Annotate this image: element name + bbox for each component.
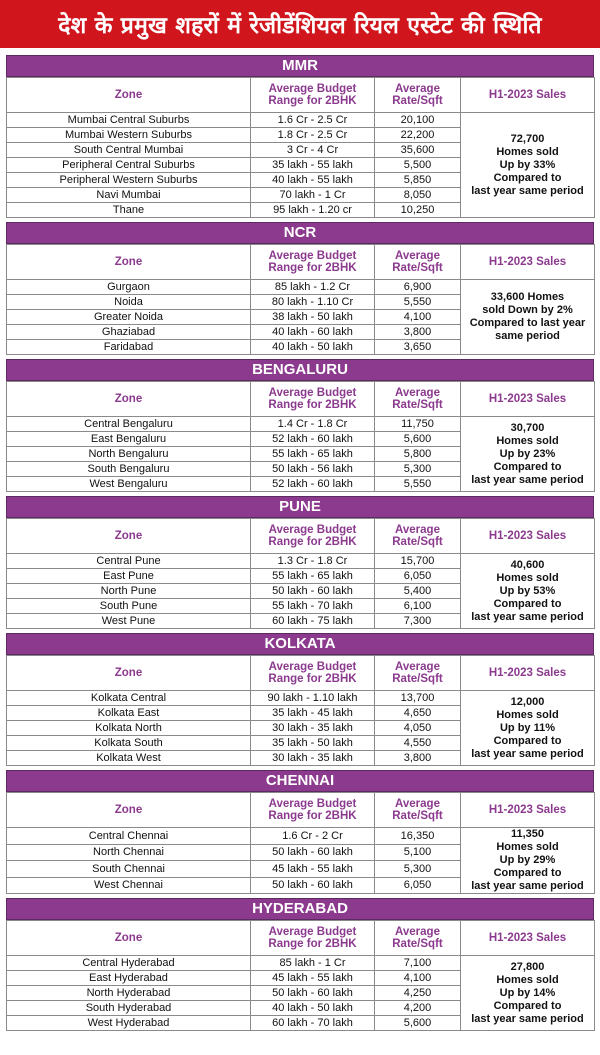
budget-cell: 70 lakh - 1 Cr bbox=[251, 188, 375, 203]
budget-cell: 95 lakh - 1.20 cr bbox=[251, 203, 375, 218]
budget-cell: 35 lakh - 55 lakh bbox=[251, 158, 375, 173]
zone-cell: West Pune bbox=[7, 614, 251, 629]
budget-cell: 60 lakh - 70 lakh bbox=[251, 1016, 375, 1031]
zone-cell: Mumbai Central Suburbs bbox=[7, 113, 251, 128]
rate-header bbox=[375, 245, 461, 280]
city-section bbox=[6, 633, 594, 770]
rate-header bbox=[375, 519, 461, 554]
rate-cell: 4,250 bbox=[375, 986, 461, 1001]
budget-header bbox=[251, 656, 375, 691]
header-row bbox=[7, 78, 595, 113]
budget-cell: 40 lakh - 55 lakh bbox=[251, 173, 375, 188]
rate-header-line1: Average bbox=[395, 926, 440, 938]
zone-cell: North Bengaluru bbox=[7, 447, 251, 462]
rate-cell: 7,300 bbox=[375, 614, 461, 629]
rate-cell: 4,200 bbox=[375, 1001, 461, 1016]
rate-cell: 7,100 bbox=[375, 956, 461, 971]
rate-header-line1: Average bbox=[395, 387, 440, 399]
sales-line: 40,600 bbox=[510, 558, 545, 571]
rate-cell: 5,100 bbox=[375, 844, 461, 861]
rate-cell: 35,600 bbox=[375, 143, 461, 158]
sales-line: Compared to bbox=[493, 460, 562, 473]
rate-cell: 4,050 bbox=[375, 721, 461, 736]
section-title: HYDERABAD bbox=[6, 898, 594, 920]
sales-line: last year same period bbox=[471, 880, 584, 892]
budget-cell: 40 lakh - 50 lakh bbox=[251, 340, 375, 355]
rate-cell: 5,400 bbox=[375, 584, 461, 599]
table-row bbox=[7, 828, 595, 845]
section-title: PUNE bbox=[6, 496, 594, 518]
sales-line: 11,350 bbox=[510, 828, 545, 840]
sales-line: Homes sold bbox=[496, 571, 559, 584]
sales-line: Up by 53% bbox=[499, 584, 556, 597]
budget-header-line1: Average Budget bbox=[268, 83, 357, 95]
rate-cell: 6,050 bbox=[375, 877, 461, 894]
city-table bbox=[6, 77, 595, 218]
rate-header-line2: Rate/Sqft bbox=[392, 673, 443, 685]
sales-line: Homes sold bbox=[496, 973, 559, 986]
budget-header-line2: Range for 2BHK bbox=[268, 810, 357, 822]
zone-cell: Gurgaon bbox=[7, 280, 251, 295]
sales-summary bbox=[461, 691, 595, 766]
sales-header: H1-2023 Sales bbox=[461, 78, 595, 113]
budget-header bbox=[251, 519, 375, 554]
rate-cell: 20,100 bbox=[375, 113, 461, 128]
zone-cell: Kolkata North bbox=[7, 721, 251, 736]
table-row bbox=[7, 956, 595, 971]
rate-header-line2: Rate/Sqft bbox=[392, 95, 443, 107]
zone-cell: Peripheral Central Suburbs bbox=[7, 158, 251, 173]
rate-cell: 10,250 bbox=[375, 203, 461, 218]
zone-cell: West Bengaluru bbox=[7, 477, 251, 492]
sales-header: H1-2023 Sales bbox=[461, 656, 595, 691]
zone-cell: South Chennai bbox=[7, 861, 251, 878]
sales-line: same period bbox=[495, 330, 560, 342]
rate-cell: 4,100 bbox=[375, 971, 461, 986]
zone-header: Zone bbox=[7, 78, 251, 113]
budget-cell: 50 lakh - 60 lakh bbox=[251, 584, 375, 599]
sales-line: last year same period bbox=[471, 473, 584, 486]
city-section bbox=[6, 770, 594, 898]
zone-cell: South Pune bbox=[7, 599, 251, 614]
sales-line: 30,700 bbox=[510, 421, 545, 434]
rate-header-line1: Average bbox=[395, 83, 440, 95]
rate-header-line1: Average bbox=[395, 798, 440, 810]
header-row bbox=[7, 382, 595, 417]
rate-cell: 8,050 bbox=[375, 188, 461, 203]
sales-line: Compared to bbox=[493, 999, 562, 1012]
zone-cell: Kolkata East bbox=[7, 706, 251, 721]
city-section bbox=[6, 496, 594, 633]
budget-cell: 50 lakh - 60 lakh bbox=[251, 877, 375, 894]
zone-cell: North Pune bbox=[7, 584, 251, 599]
zone-header: Zone bbox=[7, 245, 251, 280]
budget-cell: 85 lakh - 1 Cr bbox=[251, 956, 375, 971]
sales-line: Up by 14% bbox=[499, 986, 556, 999]
budget-cell: 35 lakh - 50 lakh bbox=[251, 736, 375, 751]
zone-cell: Central Chennai bbox=[7, 828, 251, 845]
table-row bbox=[7, 417, 595, 432]
sales-line: Compared to bbox=[493, 867, 562, 879]
section-title: NCR bbox=[6, 222, 594, 244]
rate-header-line1: Average bbox=[395, 250, 440, 262]
city-table bbox=[6, 381, 595, 492]
zone-cell: Faridabad bbox=[7, 340, 251, 355]
rate-cell: 5,600 bbox=[375, 1016, 461, 1031]
rate-cell: 5,850 bbox=[375, 173, 461, 188]
budget-header-line1: Average Budget bbox=[268, 926, 357, 938]
zone-cell: West Hyderabad bbox=[7, 1016, 251, 1031]
zone-cell: Navi Mumbai bbox=[7, 188, 251, 203]
rate-header bbox=[375, 656, 461, 691]
budget-cell: 50 lakh - 60 lakh bbox=[251, 986, 375, 1001]
rate-header-line2: Rate/Sqft bbox=[392, 810, 443, 822]
table-row bbox=[7, 554, 595, 569]
sales-line: Up by 23% bbox=[499, 447, 556, 460]
section-title: BENGALURU bbox=[6, 359, 594, 381]
zone-cell: South Hyderabad bbox=[7, 1001, 251, 1016]
zone-cell: Kolkata Central bbox=[7, 691, 251, 706]
city-section bbox=[6, 898, 594, 1035]
budget-header bbox=[251, 793, 375, 828]
budget-cell: 30 lakh - 35 lakh bbox=[251, 721, 375, 736]
rate-cell: 15,700 bbox=[375, 554, 461, 569]
rate-header-line2: Rate/Sqft bbox=[392, 262, 443, 274]
zone-header: Zone bbox=[7, 519, 251, 554]
city-table bbox=[6, 518, 595, 629]
rate-cell: 4,550 bbox=[375, 736, 461, 751]
budget-cell: 1.6 Cr - 2 Cr bbox=[251, 828, 375, 845]
rate-cell: 6,050 bbox=[375, 569, 461, 584]
sales-summary bbox=[461, 554, 595, 629]
rate-header-line1: Average bbox=[395, 661, 440, 673]
rate-header-line1: Average bbox=[395, 524, 440, 536]
budget-cell: 1.3 Cr - 1.8 Cr bbox=[251, 554, 375, 569]
rate-cell: 5,500 bbox=[375, 158, 461, 173]
zone-cell: Kolkata West bbox=[7, 751, 251, 766]
sales-line: 12,000 bbox=[510, 695, 545, 708]
sales-line: Homes sold bbox=[496, 145, 559, 158]
budget-cell: 55 lakh - 65 lakh bbox=[251, 569, 375, 584]
budget-cell: 80 lakh - 1.10 Cr bbox=[251, 295, 375, 310]
budget-cell: 40 lakh - 50 lakh bbox=[251, 1001, 375, 1016]
rate-cell: 5,800 bbox=[375, 447, 461, 462]
budget-cell: 50 lakh - 60 lakh bbox=[251, 844, 375, 861]
rate-cell: 3,800 bbox=[375, 325, 461, 340]
rate-header-line2: Rate/Sqft bbox=[392, 938, 443, 950]
section-title: MMR bbox=[6, 55, 594, 77]
rate-cell: 5,550 bbox=[375, 477, 461, 492]
header-row bbox=[7, 921, 595, 956]
rate-header bbox=[375, 921, 461, 956]
rate-header-line2: Rate/Sqft bbox=[392, 399, 443, 411]
zone-cell: Noida bbox=[7, 295, 251, 310]
city-sections bbox=[0, 48, 600, 1035]
budget-cell: 45 lakh - 55 lakh bbox=[251, 971, 375, 986]
sales-summary bbox=[461, 956, 595, 1031]
rate-cell: 5,300 bbox=[375, 861, 461, 878]
budget-header-line2: Range for 2BHK bbox=[268, 673, 357, 685]
sales-line: last year same period bbox=[471, 610, 584, 623]
rate-cell: 22,200 bbox=[375, 128, 461, 143]
sales-summary bbox=[461, 828, 595, 894]
rate-cell: 13,700 bbox=[375, 691, 461, 706]
sales-line: last year same period bbox=[471, 184, 584, 197]
zone-cell: South Bengaluru bbox=[7, 462, 251, 477]
rate-header bbox=[375, 78, 461, 113]
header-row bbox=[7, 245, 595, 280]
rate-cell: 5,600 bbox=[375, 432, 461, 447]
zone-cell: East Bengaluru bbox=[7, 432, 251, 447]
zone-cell: East Hyderabad bbox=[7, 971, 251, 986]
budget-cell: 60 lakh - 75 lakh bbox=[251, 614, 375, 629]
budget-cell: 85 lakh - 1.2 Cr bbox=[251, 280, 375, 295]
budget-cell: 45 lakh - 55 lakh bbox=[251, 861, 375, 878]
city-section bbox=[6, 55, 594, 222]
sales-header: H1-2023 Sales bbox=[461, 921, 595, 956]
zone-cell: South Central Mumbai bbox=[7, 143, 251, 158]
sales-header: H1-2023 Sales bbox=[461, 793, 595, 828]
sales-summary bbox=[461, 417, 595, 492]
budget-header-line2: Range for 2BHK bbox=[268, 536, 357, 548]
budget-cell: 50 lakh - 56 lakh bbox=[251, 462, 375, 477]
rate-cell: 5,550 bbox=[375, 295, 461, 310]
budget-header-line1: Average Budget bbox=[268, 661, 357, 673]
rate-cell: 6,100 bbox=[375, 599, 461, 614]
rate-cell: 11,750 bbox=[375, 417, 461, 432]
city-section bbox=[6, 359, 594, 496]
budget-header-line2: Range for 2BHK bbox=[268, 95, 357, 107]
section-title: CHENNAI bbox=[6, 770, 594, 792]
sales-header: H1-2023 Sales bbox=[461, 519, 595, 554]
budget-header bbox=[251, 382, 375, 417]
budget-cell: 30 lakh - 35 lakh bbox=[251, 751, 375, 766]
rate-cell: 6,900 bbox=[375, 280, 461, 295]
sales-line: Compared to last year bbox=[469, 317, 586, 329]
budget-cell: 55 lakh - 70 lakh bbox=[251, 599, 375, 614]
rate-header bbox=[375, 793, 461, 828]
budget-header bbox=[251, 78, 375, 113]
table-row bbox=[7, 691, 595, 706]
rate-header bbox=[375, 382, 461, 417]
sales-line: sold Down by 2% bbox=[482, 304, 573, 316]
zone-cell: Central Pune bbox=[7, 554, 251, 569]
zone-cell: East Pune bbox=[7, 569, 251, 584]
city-table bbox=[6, 655, 595, 766]
sales-line: 72,700 bbox=[510, 132, 545, 145]
budget-cell: 52 lakh - 60 lakh bbox=[251, 477, 375, 492]
sales-line: 27,800 bbox=[510, 960, 545, 973]
sales-line: Compared to bbox=[493, 171, 562, 184]
zone-header: Zone bbox=[7, 921, 251, 956]
zone-cell: Thane bbox=[7, 203, 251, 218]
sales-header: H1-2023 Sales bbox=[461, 382, 595, 417]
budget-header-line1: Average Budget bbox=[268, 524, 357, 536]
sales-line: Up by 11% bbox=[499, 721, 556, 734]
page-title: देश के प्रमुख शहरों में रेजीडेंशियल रियल एस्टेट की स्थिति bbox=[0, 0, 600, 48]
zone-header: Zone bbox=[7, 656, 251, 691]
rate-header-line2: Rate/Sqft bbox=[392, 536, 443, 548]
sales-line: last year same period bbox=[471, 1012, 584, 1025]
table-row bbox=[7, 280, 595, 295]
sales-summary bbox=[461, 280, 595, 355]
rate-cell: 3,650 bbox=[375, 340, 461, 355]
zone-cell: North Hyderabad bbox=[7, 986, 251, 1001]
budget-header-line1: Average Budget bbox=[268, 250, 357, 262]
city-section bbox=[6, 222, 594, 359]
zone-cell: North Chennai bbox=[7, 844, 251, 861]
budget-cell: 90 lakh - 1.10 lakh bbox=[251, 691, 375, 706]
budget-header bbox=[251, 921, 375, 956]
zone-cell: Central Bengaluru bbox=[7, 417, 251, 432]
sales-line: Up by 29% bbox=[499, 854, 556, 866]
budget-header-line2: Range for 2BHK bbox=[268, 938, 357, 950]
section-title: KOLKATA bbox=[6, 633, 594, 655]
budget-cell: 55 lakh - 65 lakh bbox=[251, 447, 375, 462]
zone-cell: Ghaziabad bbox=[7, 325, 251, 340]
budget-header-line1: Average Budget bbox=[268, 387, 357, 399]
zone-cell: Kolkata South bbox=[7, 736, 251, 751]
city-table bbox=[6, 244, 595, 355]
budget-cell: 35 lakh - 45 lakh bbox=[251, 706, 375, 721]
zone-cell: Peripheral Western Suburbs bbox=[7, 173, 251, 188]
zone-cell: Central Hyderabad bbox=[7, 956, 251, 971]
sales-line: Compared to bbox=[493, 597, 562, 610]
zone-cell: Greater Noida bbox=[7, 310, 251, 325]
zone-header: Zone bbox=[7, 382, 251, 417]
city-table bbox=[6, 920, 595, 1031]
city-table bbox=[6, 792, 595, 894]
zone-header: Zone bbox=[7, 793, 251, 828]
rate-cell: 4,100 bbox=[375, 310, 461, 325]
budget-cell: 40 lakh - 60 lakh bbox=[251, 325, 375, 340]
table-row bbox=[7, 113, 595, 128]
budget-cell: 3 Cr - 4 Cr bbox=[251, 143, 375, 158]
rate-cell: 5,300 bbox=[375, 462, 461, 477]
budget-cell: 1.4 Cr - 1.8 Cr bbox=[251, 417, 375, 432]
sales-summary bbox=[461, 113, 595, 218]
zone-cell: Mumbai Western Suburbs bbox=[7, 128, 251, 143]
header-row bbox=[7, 519, 595, 554]
sales-line: 33,600 Homes bbox=[490, 291, 565, 303]
budget-header-line2: Range for 2BHK bbox=[268, 262, 357, 274]
section-gap bbox=[6, 1031, 594, 1035]
rate-cell: 4,650 bbox=[375, 706, 461, 721]
budget-header-line2: Range for 2BHK bbox=[268, 399, 357, 411]
zone-cell: West Chennai bbox=[7, 877, 251, 894]
sales-line: last year same period bbox=[471, 747, 584, 760]
budget-cell: 52 lakh - 60 lakh bbox=[251, 432, 375, 447]
budget-cell: 38 lakh - 50 lakh bbox=[251, 310, 375, 325]
budget-header-line1: Average Budget bbox=[268, 798, 357, 810]
budget-cell: 1.6 Cr - 2.5 Cr bbox=[251, 113, 375, 128]
rate-cell: 16,350 bbox=[375, 828, 461, 845]
sales-line: Compared to bbox=[493, 734, 562, 747]
budget-cell: 1.8 Cr - 2.5 Cr bbox=[251, 128, 375, 143]
sales-line: Homes sold bbox=[496, 841, 559, 853]
sales-line: Homes sold bbox=[496, 434, 559, 447]
header-row bbox=[7, 656, 595, 691]
budget-header bbox=[251, 245, 375, 280]
rate-cell: 3,800 bbox=[375, 751, 461, 766]
header-row bbox=[7, 793, 595, 828]
sales-line: Up by 33% bbox=[499, 158, 556, 171]
sales-line: Homes sold bbox=[496, 708, 559, 721]
sales-header: H1-2023 Sales bbox=[461, 245, 595, 280]
